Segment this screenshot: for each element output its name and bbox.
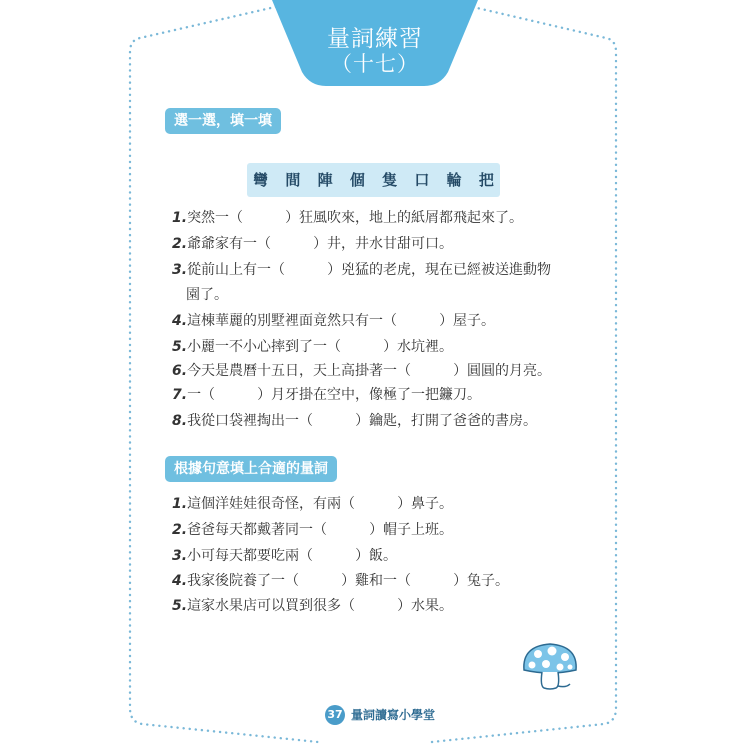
question-number: 5. bbox=[172, 598, 188, 614]
question-number: 4. bbox=[172, 573, 188, 589]
word-bank-item: 口 bbox=[414, 171, 430, 189]
question-text: 我從口袋裡掏出一（ bbox=[187, 413, 314, 429]
section1-tag: 選一選，填一填 bbox=[165, 108, 281, 134]
question-text: 我家後院養了一（ bbox=[187, 573, 300, 589]
question-text: ）兇猛的老虎，現在已經被送進動物 bbox=[327, 262, 552, 278]
page-title: 量詞練習 bbox=[327, 26, 423, 52]
word-bank-item: 個 bbox=[349, 171, 365, 189]
section1-question bbox=[172, 384, 481, 404]
question-text: ）水果。 bbox=[397, 598, 454, 614]
section2-question bbox=[172, 545, 397, 565]
section1-question bbox=[172, 410, 537, 430]
question-text: ）井，井水甘甜可口。 bbox=[313, 236, 454, 252]
word-bank-item: 隻 bbox=[382, 171, 398, 189]
section2-question bbox=[172, 570, 509, 590]
question-text: ）圓圓的月亮。 bbox=[453, 363, 552, 379]
word-bank-item: 間 bbox=[285, 171, 301, 189]
question-text: 從前山上有一（ bbox=[187, 262, 286, 278]
section1-question bbox=[172, 336, 453, 356]
section1-question bbox=[172, 259, 551, 279]
word-bank-item: 陣 bbox=[317, 171, 333, 189]
question-text: ）飯。 bbox=[355, 548, 398, 564]
question-number: 3. bbox=[172, 262, 188, 278]
section1-question bbox=[172, 310, 495, 330]
section1-question-continuation: 園了。 bbox=[186, 287, 228, 303]
section2-question bbox=[172, 519, 453, 539]
page-subtitle: （十七） bbox=[331, 52, 419, 76]
question-text: ）水坑裡。 bbox=[383, 339, 454, 355]
question-number: 3. bbox=[172, 548, 188, 564]
section1-question bbox=[172, 207, 523, 227]
question-text: ）鼻子。 bbox=[397, 496, 454, 512]
mushroom-icon bbox=[520, 640, 580, 692]
question-text: 一（ bbox=[187, 387, 216, 403]
question-text: ）兔子。 bbox=[453, 573, 510, 589]
section2-question bbox=[172, 595, 453, 615]
question-text: ）雞和一（ bbox=[341, 573, 412, 589]
section1-question bbox=[172, 233, 453, 253]
question-text: 今天是農曆十五日，天上高掛著一（ bbox=[187, 363, 412, 379]
page-number: 37 bbox=[325, 705, 345, 725]
book-title: 量詞讀寫小學堂 bbox=[351, 708, 436, 722]
question-number: 2. bbox=[172, 236, 188, 252]
question-number: 6. bbox=[172, 363, 188, 379]
question-text: ）狂風吹來，地上的紙屑都飛起來了。 bbox=[285, 210, 524, 226]
section2-tag: 根據句意填上合適的量詞 bbox=[165, 456, 337, 482]
question-number: 2. bbox=[172, 522, 188, 538]
question-text: 小麗一不小心摔到了一（ bbox=[187, 339, 342, 355]
question-text: 這家水果店可以買到很多（ bbox=[187, 598, 356, 614]
question-text: 爺爺家有一（ bbox=[187, 236, 272, 252]
question-number: 1. bbox=[172, 210, 188, 226]
question-text: 突然一（ bbox=[187, 210, 244, 226]
question-text: 這個洋娃娃很奇怪，有兩（ bbox=[187, 496, 356, 512]
word-bank-item: 彎 bbox=[253, 171, 269, 189]
word-bank-item: 輪 bbox=[446, 171, 462, 189]
question-text: 小可每天都要吃兩（ bbox=[187, 548, 314, 564]
section2-question bbox=[172, 493, 453, 513]
word-bank-item: 把 bbox=[478, 171, 494, 189]
question-number: 1. bbox=[172, 496, 188, 512]
question-text: ）屋子。 bbox=[439, 313, 496, 329]
question-text: 這棟華麗的別墅裡面竟然只有一（ bbox=[187, 313, 398, 329]
question-number: 4. bbox=[172, 313, 188, 329]
question-text: ）帽子上班。 bbox=[369, 522, 454, 538]
question-number: 5. bbox=[172, 339, 188, 355]
word-bank bbox=[247, 163, 500, 197]
question-text: ）月牙掛在空中，像極了一把鐮刀。 bbox=[257, 387, 482, 403]
question-number: 7. bbox=[172, 387, 188, 403]
question-text: ）鑰匙，打開了爸爸的書房。 bbox=[355, 413, 538, 429]
question-text: 爸爸每天都戴著同一（ bbox=[187, 522, 328, 538]
question-number: 8. bbox=[172, 413, 188, 429]
page-footer bbox=[325, 705, 435, 725]
section1-question bbox=[172, 360, 551, 380]
